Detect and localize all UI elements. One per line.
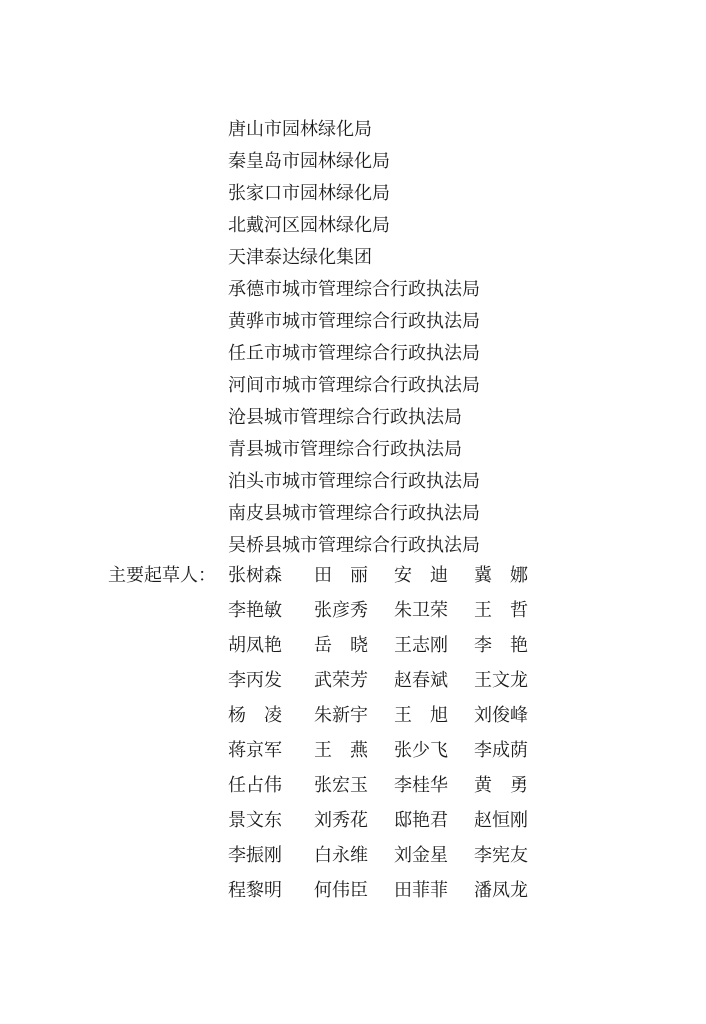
unit-item: 青县城市管理综合行政执法局 xyxy=(228,439,462,460)
unit-item: 吴桥县城市管理综合行政执法局 xyxy=(228,535,480,556)
unit-item: 张家口市园林绿化局 xyxy=(228,183,390,204)
drafter-name: 杨 凌 xyxy=(228,705,282,726)
drafter-name: 王志刚 xyxy=(394,635,448,656)
drafter-name: 胡凤艳 xyxy=(228,635,282,656)
drafter-name: 田 丽 xyxy=(314,565,368,586)
unit-item: 北戴河区园林绿化局 xyxy=(228,215,390,236)
drafter-name: 蒋京军 xyxy=(228,740,282,761)
unit-item: 南皮县城市管理综合行政执法局 xyxy=(228,503,480,524)
drafter-name: 刘金星 xyxy=(394,845,448,866)
drafter-name: 景文东 xyxy=(228,810,282,831)
drafter-name: 程黎明 xyxy=(228,880,282,901)
drafter-name: 李丙发 xyxy=(228,670,282,691)
drafter-name: 武荣芳 xyxy=(314,670,368,691)
drafter-name: 李 艳 xyxy=(474,635,528,656)
drafters-label: 主要起草人： xyxy=(108,565,216,586)
drafter-name: 张少飞 xyxy=(394,740,448,761)
unit-item: 任丘市城市管理综合行政执法局 xyxy=(228,343,480,364)
drafter-name: 刘秀花 xyxy=(314,810,368,831)
unit-item: 黄骅市城市管理综合行政执法局 xyxy=(228,311,480,332)
drafter-name: 岳 晓 xyxy=(314,635,368,656)
drafter-name: 王文龙 xyxy=(474,670,528,691)
drafter-name: 张彦秀 xyxy=(314,600,368,621)
drafter-name: 任占伟 xyxy=(228,775,282,796)
drafter-name: 潘凤龙 xyxy=(474,880,528,901)
unit-item: 泊头市城市管理综合行政执法局 xyxy=(228,471,480,492)
drafter-name: 何伟臣 xyxy=(314,880,368,901)
drafter-name: 王 哲 xyxy=(474,600,528,621)
unit-item: 承德市城市管理综合行政执法局 xyxy=(228,279,480,300)
drafter-name: 李桂华 xyxy=(394,775,448,796)
drafter-name: 赵春斌 xyxy=(394,670,448,691)
drafter-name: 张树森 xyxy=(228,565,282,586)
participating-units-list xyxy=(228,114,480,562)
drafter-name: 朱新宇 xyxy=(314,705,368,726)
drafter-name: 刘俊峰 xyxy=(474,705,528,726)
unit-item: 沧县城市管理综合行政执法局 xyxy=(228,407,462,428)
drafter-name: 李宪友 xyxy=(474,845,528,866)
drafter-name: 朱卫荣 xyxy=(394,600,448,621)
drafter-name: 黄 勇 xyxy=(474,775,528,796)
drafter-name: 王 燕 xyxy=(314,740,368,761)
drafter-name: 李振刚 xyxy=(228,845,282,866)
drafter-name: 冀 娜 xyxy=(474,565,528,586)
unit-item: 河间市城市管理综合行政执法局 xyxy=(228,375,480,396)
drafter-name: 邸艳君 xyxy=(394,810,448,831)
unit-item: 天津泰达绿化集团 xyxy=(228,247,372,268)
unit-item: 秦皇岛市园林绿化局 xyxy=(228,151,390,172)
drafter-name: 张宏玉 xyxy=(314,775,368,796)
drafter-name: 白永维 xyxy=(314,845,368,866)
unit-item: 唐山市园林绿化局 xyxy=(228,119,372,140)
drafter-name: 王 旭 xyxy=(394,705,448,726)
drafter-name: 田菲菲 xyxy=(394,880,448,901)
drafter-name: 安 迪 xyxy=(394,565,448,586)
drafter-name: 李成荫 xyxy=(474,740,528,761)
drafter-name: 李艳敏 xyxy=(228,600,282,621)
drafter-name: 赵恒刚 xyxy=(474,810,528,831)
